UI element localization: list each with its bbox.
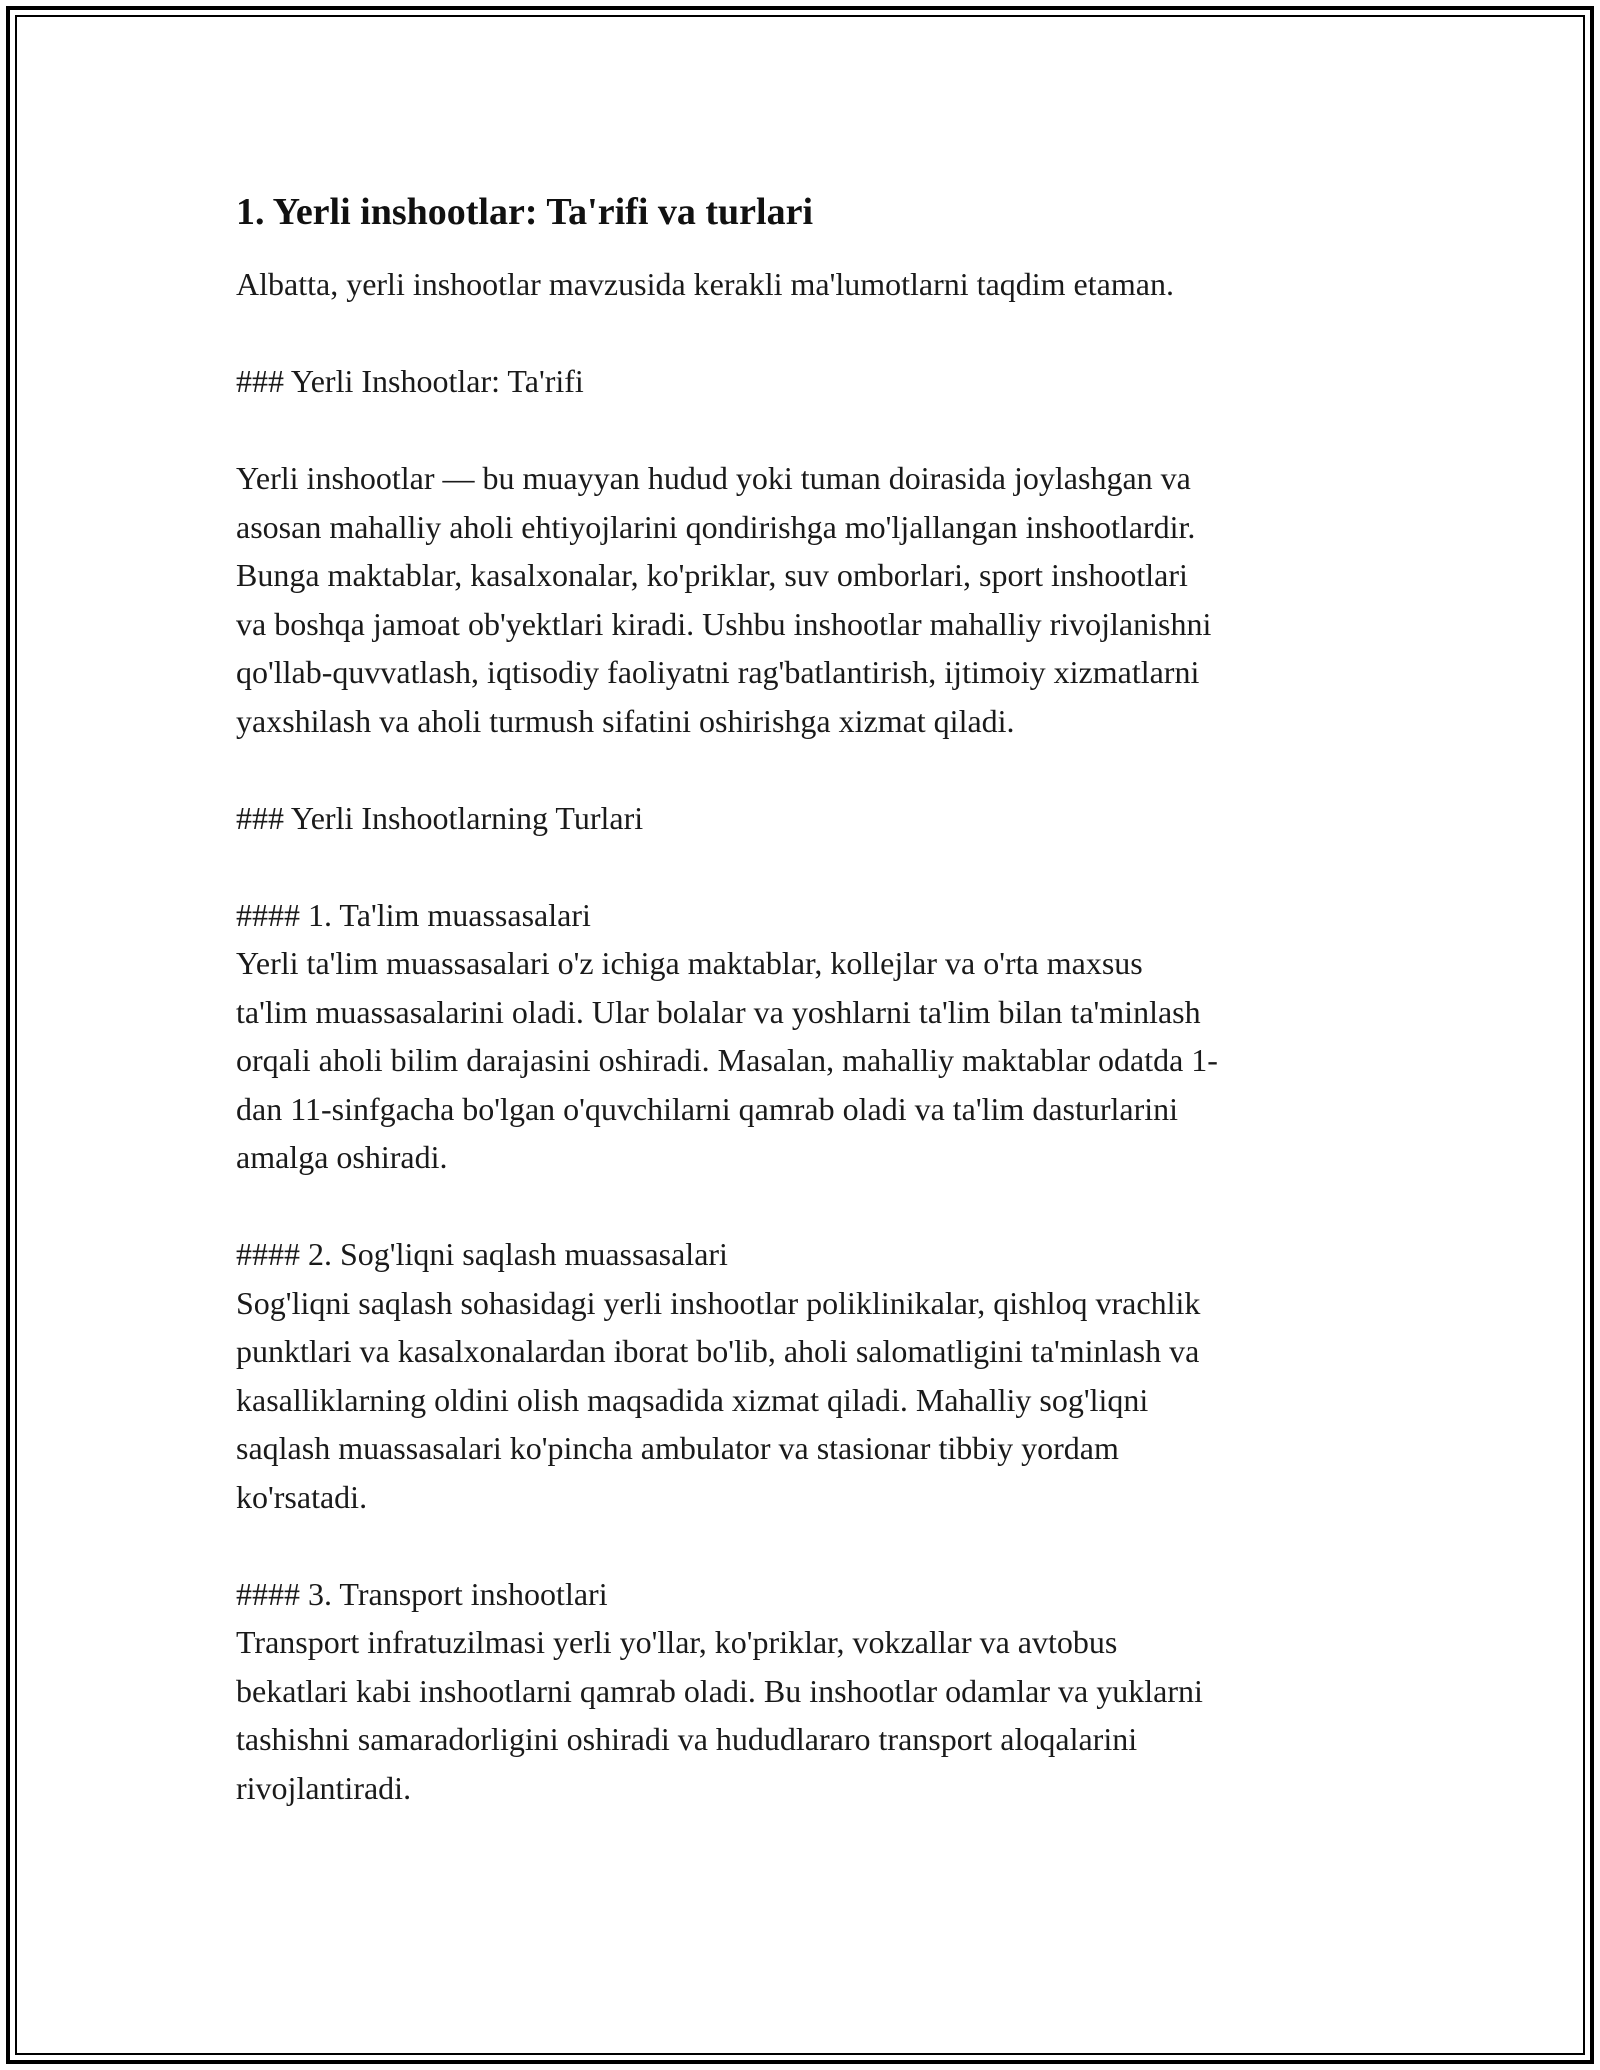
spacer xyxy=(236,1182,1366,1231)
definition-heading: ### Yerli Inshootlar: Ta'rifi xyxy=(236,363,584,399)
section-heading-transport: #### 3. Transport inshootlari xyxy=(236,1575,608,1612)
section-text-transport: Transport infratuzilmasi yerli yo'llar, ko'priklar, vokzallar va avtobus bekatlari kabi inshootlarni qamrab oladi. Bu inshootlar odamlar va yuklarni tashishni samaradorligini oshiradi va hududlararo transport aloqalarini rivojlantiradi. xyxy=(236,1624,1203,1806)
section-heading-education: #### 1. Ta'lim muassasalari xyxy=(236,896,591,933)
definition-paragraph: Yerli inshootlar — bu muayyan hudud yoki tuman doirasida joylashgan va asosan mahalliy aholi ehtiyojlarini qondirishga mo'ljallangan inshootlardir. Bunga maktablar, kasalxonalar, ko'priklar, suv omborlari, sport inshootlari va boshqa jamoat ob'yektlari kiradi. Ushbu inshootlar mahalliy rivojlanishni qo'llab-quvvatlash, iqtisodiy faoliyatni rag'batlantirish, ijtimoiy xizmatlarni yaxshilash va aholi turmush sifatini oshirishga xizmat qiladi. xyxy=(236,460,1212,739)
section-heading-health: #### 2. Sog'liqni saqlash muassasalari xyxy=(236,1236,728,1272)
spacer xyxy=(236,745,1366,794)
document-body xyxy=(236,186,1366,1812)
section-text-education: Yerli ta'lim muassasalari o'z ichiga maktablar, kollejlar va o'rta maxsus ta'lim muassasalarini oladi. Ular bolalar va yoshlarni ta'lim bilan ta'minlash orqali aholi bilim darajasini oshiradi. Masalan, mahalliy maktablar odatda 1- dan 11-sinfgacha bo'lgan o'quvchilarni qamrab oladi va ta'lim dasturlarini amalga oshiradi. xyxy=(236,945,1218,1175)
types-heading: ### Yerli Inshootlarning Turlari xyxy=(236,799,644,836)
spacer xyxy=(236,1521,1366,1570)
spacer xyxy=(236,309,1366,358)
section-text-health: Sog'liqni saqlash sohasidagi yerli inshootlar poliklinikalar, qishloq vrachlik punktlari va kasalxonalardan iborat bo'lib, aholi salomatligini ta'minlash va kasalliklarning oldini olish maqsadida xizmat qiladi. Mahalliy sog'liqni saqlash muassasalari ko'pincha ambulator va stasionar tibbiy yordam ko'rsatadi. xyxy=(236,1284,1201,1515)
intro-paragraph: Albatta, yerli inshootlar mavzusida kerakli ma'lumotlarni taqdim etaman. xyxy=(236,266,1174,302)
document-title: 1. Yerli inshootlar: Ta'rifi va turlari xyxy=(236,191,814,233)
spacer xyxy=(236,406,1366,455)
spacer xyxy=(236,842,1366,891)
